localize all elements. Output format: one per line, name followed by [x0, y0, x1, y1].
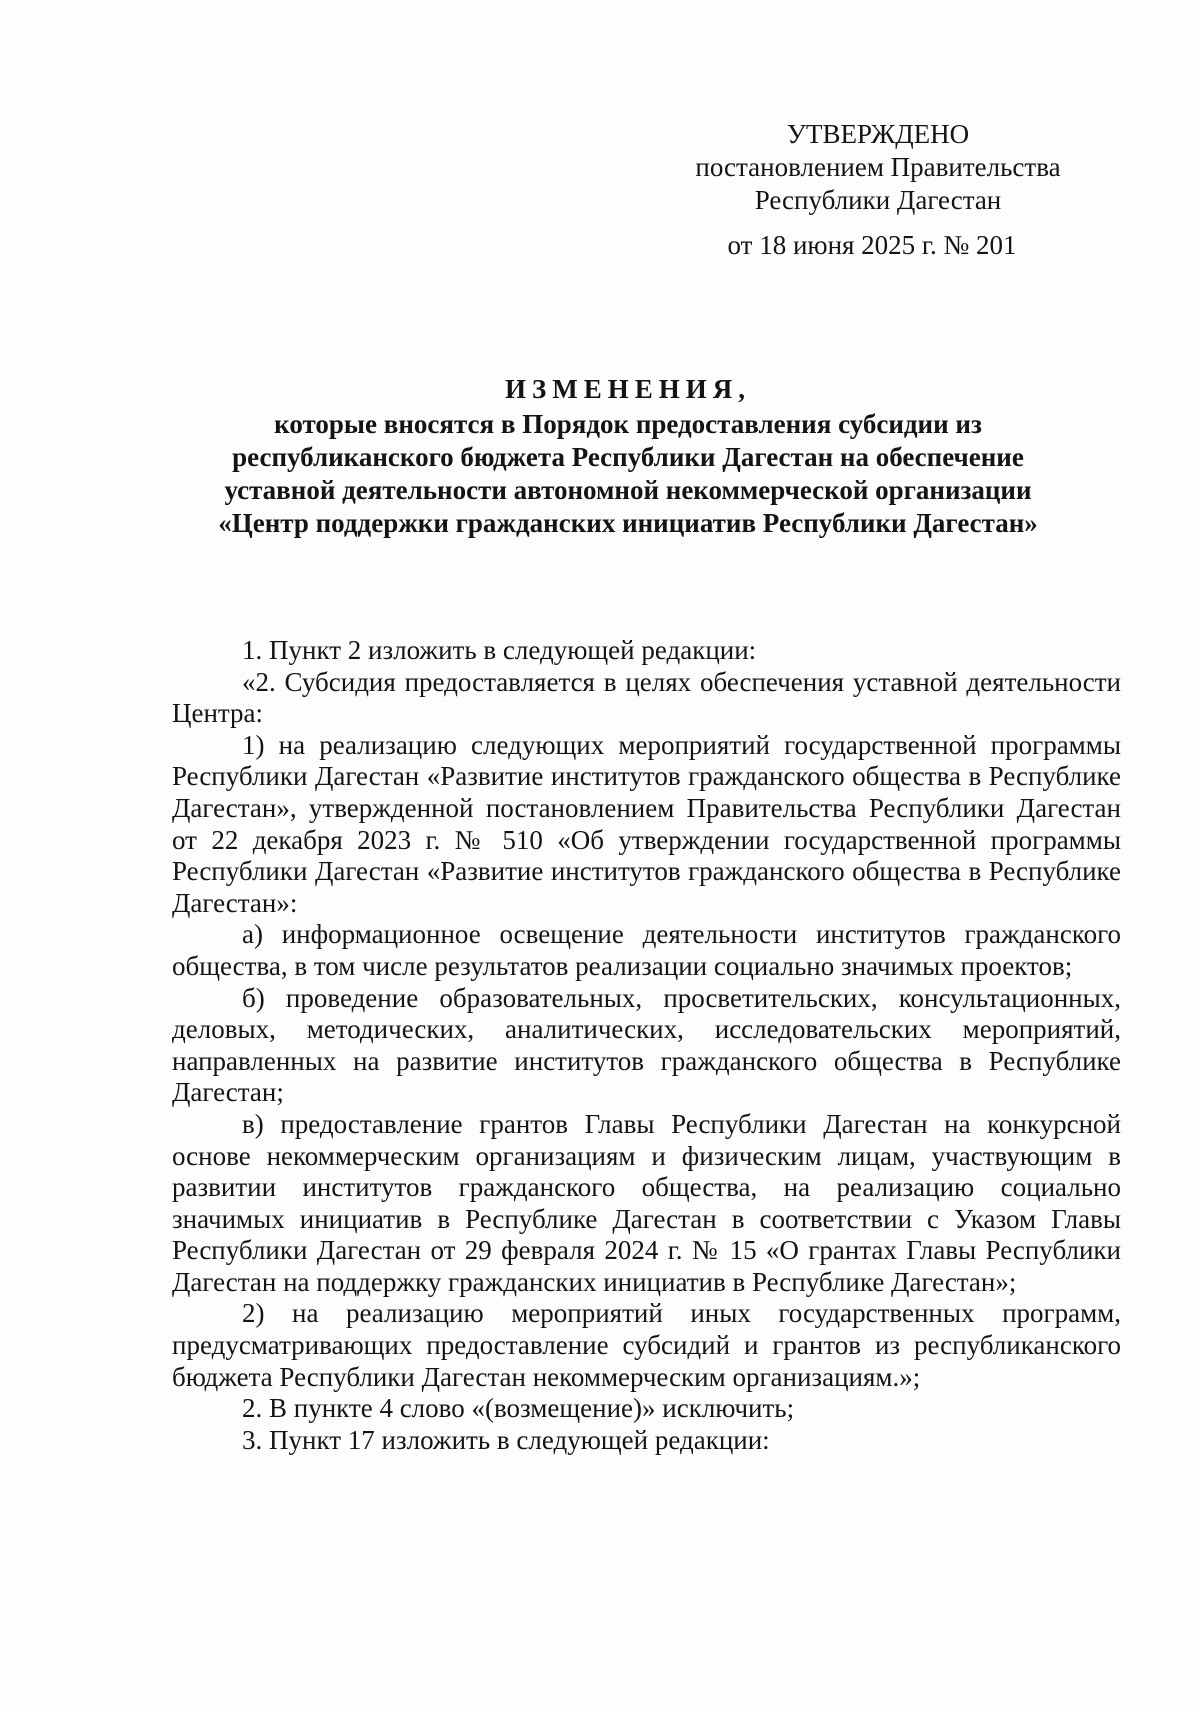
approval-date: от 18 июня 2025 г. № 201 [727, 230, 1017, 260]
title-heading: ИЗМЕНЕНИЯ, [504, 374, 751, 404]
approval-stamp [668, 118, 1088, 262]
paragraph-subitem-1: 1) на реализацию следующих мероприятий государственной программы Республики Дагестан «Развитие институтов гражданского общества в Республике Дагестан», утвержденной постановлением Правительства Республики Дагестан от 22 декабря 2023 г. № 510 «Об утверждении государственной программы Республики Дагестан «Развитие институтов гражданского общества в Республике Дагестан»: [172, 729, 1121, 918]
paragraph-item-1: 1. Пункт 2 изложить в следующей редакции: [242, 635, 757, 665]
paragraph-subitem-v: в) предоставление грантов Главы Республики Дагестан на конкурсной основе некоммерческим организациям и физическим лицам, участвующим в развитии институтов гражданского общества, на реализацию социально значимых инициатив в Республике Дагестан в соответствии с Указом Главы Республики Дагестан от 29 февраля 2024 г. № 15 «О грантах Главы Республики Дагестан на поддержку гражданских инициатив в Республике Дагестан»; [172, 1108, 1121, 1297]
title-line-1: которые вносятся в Порядок предоставления субсидии из [274, 409, 982, 439]
approval-label: УТВЕРЖДЕНО [786, 119, 970, 149]
title-line-4: «Центр поддержки гражданских инициатив Республики Дагестан» [218, 508, 1038, 538]
paragraph-subitem-b: б) проведение образовательных, просветительских, консультационных, деловых, методических, аналитических, исследовательских мероприятий, направленных на развитие институтов гражданского общества в Республике Дагестан; [172, 982, 1121, 1108]
paragraph-subitem-a: а) информационное освещение деятельности институтов гражданского общества, в том числе результатов реализации социально значимых проектов; [172, 919, 1121, 981]
paragraph-subitem-2: 2) на реализацию мероприятий иных государственных программ, предусматривающих предоставление субсидий и грантов из республиканского бюджета Республики Дагестан некоммерческим организациям.»; [172, 1298, 1121, 1392]
paragraph-item-2: 2. В пункте 4 слово «(возмещение)» исключить; [242, 1393, 795, 1424]
paragraph-item-3: 3. Пункт 17 изложить в следующей редакции: [242, 1424, 770, 1455]
title-line-3: уставной деятельности автономной некоммерческой организации [224, 475, 1032, 505]
document-title [172, 373, 1084, 540]
paragraph-subsidy-purpose: «2. Субсидия предоставляется в целях обеспечения уставной деятельности Центра: [172, 666, 1121, 729]
approval-authority: постановлением Правительства [695, 152, 1061, 182]
approval-republic: Республики Дагестан [754, 185, 1002, 215]
title-line-2: республиканского бюджета Республики Дагестан на обеспечение [232, 442, 1024, 472]
document-body [172, 635, 1121, 1456]
